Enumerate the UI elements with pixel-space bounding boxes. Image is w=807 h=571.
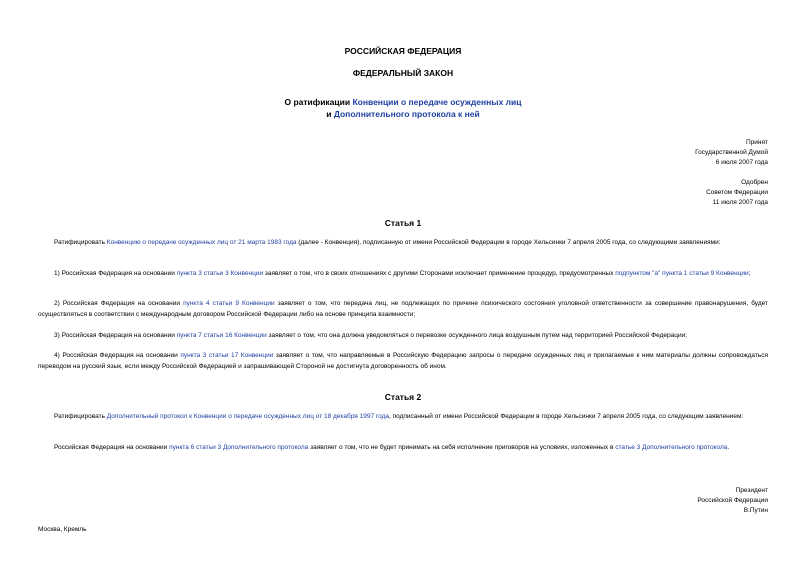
text-run: 1) Российская Федерация на основании (54, 270, 177, 277)
protocol-art3-p6-link[interactable]: пункта 6 статьи 3 Дополнительного протокола (169, 444, 309, 451)
text-run: (далее - Конвенция), подписанную от имени Российской Федерации в городе Хельсинки 7 апреля 2005 года, со следующими заявлениями: (296, 239, 721, 246)
text-run: Ратифицировать (54, 239, 107, 246)
text-run: заявляет о том, что направляемые в Российскую Федерацию запросы о передаче осужденных лиц и прилагаемые к ним материалы должны сопровождаться переводом на русский язык, если между Российской Федерацией и запрашивающей Стороной не достигнута договоренность об ином. (38, 352, 769, 370)
convention-link[interactable]: Конвенции о передаче осужденных лиц (352, 97, 522, 107)
adopted-body: Государственной Думой (695, 149, 768, 156)
adopted-block (695, 138, 768, 168)
adopted-label: Принят (745, 139, 768, 146)
title-prefix: О ратификации (284, 97, 353, 107)
adopted-date: 6 июля 2007 года (715, 159, 768, 166)
title-mid: и (326, 109, 334, 119)
approved-body: Советом Федерации (706, 189, 768, 196)
article-1-paragraph-1 (38, 269, 768, 280)
art9-p1a-link[interactable]: подпунктом "а" пункта 1 статьи 9 Конвенции (615, 270, 749, 277)
text-run: заявляет о том, что не будет принимать на себя исполнение приговоров на условиях, изложенных в (308, 444, 616, 451)
additional-protocol-link[interactable]: Дополнительный протокол к Конвенции о передаче осужденных лиц от 18 декабря 1997 года (106, 413, 389, 420)
approved-date: 11 июля 2007 года (712, 199, 768, 206)
place-signed: Москва, Кремль (38, 526, 87, 533)
article-2-paragraph-1 (38, 443, 768, 454)
art3-p3-link[interactable]: пункта 3 статьи 3 Конвенции (176, 270, 264, 277)
text-run: 3) Российская Федерация на основании (54, 332, 177, 339)
text-run: . (727, 444, 730, 451)
law-title (38, 96, 768, 120)
text-run: , подписанный от имени Российской Федерации в городе Хельсинки 7 апреля 2005 года, со следующим заявлением: (389, 413, 744, 420)
text-run: 4) Российская Федерация на основании (54, 352, 181, 359)
article-1-heading: Статья 1 (384, 218, 422, 228)
article-2-paragraph-intro (38, 412, 768, 423)
text-run: Российская Федерация на основании (54, 444, 170, 451)
text-run: заявляет о том, что передача лиц, не подлежащих по причине психического состояния уголовной ответственности за совершение правонарушения, будет осуществляться в соответствии с международным договором Российской Федерации либо на основе принципа взаимности; (38, 300, 768, 318)
art16-p7-link[interactable]: пункта 7 статьи 16 Конвенции (176, 332, 267, 339)
text-run: 2) Российская Федерация на основании (54, 300, 184, 307)
article-1-paragraph-intro (38, 238, 768, 249)
article-1-paragraph-4 (38, 351, 768, 372)
text-run: Ратифицировать (54, 413, 107, 420)
art9-p4-link[interactable]: пункта 4 статьи 9 Конвенции (183, 300, 275, 307)
text-run: заявляет о том, что она должна уведомляться о перевозке осужденного лица воздушным путем над территорией Российской Федерации; (266, 332, 688, 339)
approved-label: Одобрен (741, 179, 768, 186)
protocol-link[interactable]: Дополнительного протокола к ней (333, 109, 480, 119)
text-run: ; (748, 270, 751, 277)
art17-p3-link[interactable]: пункта 3 статьи 17 Конвенции (180, 352, 274, 359)
convention-1983-link[interactable]: Конвенцию о передаче осужденных лиц от 21 марта 1983 года (106, 239, 297, 246)
article-1-paragraph-3 (38, 331, 768, 342)
signature-name: В.Путин (743, 507, 768, 514)
signature-block (697, 486, 768, 516)
protocol-art3-link[interactable]: статье 3 Дополнительного протокола (615, 444, 728, 451)
signature-org: Российской Федерации (697, 497, 768, 504)
article-2-heading: Статья 2 (384, 392, 422, 402)
signature-title: Президент (735, 487, 768, 494)
article-1-paragraph-2 (38, 299, 768, 320)
approved-block (706, 178, 768, 208)
text-run: заявляет о том, что в своих отношениях с другими Сторонами исключает применение процедур, предусмотренных (263, 270, 616, 277)
country-heading: РОССИЙСКАЯ ФЕДЕРАЦИЯ (344, 46, 462, 56)
law-type-heading: ФЕДЕРАЛЬНЫЙ ЗАКОН (352, 68, 454, 78)
